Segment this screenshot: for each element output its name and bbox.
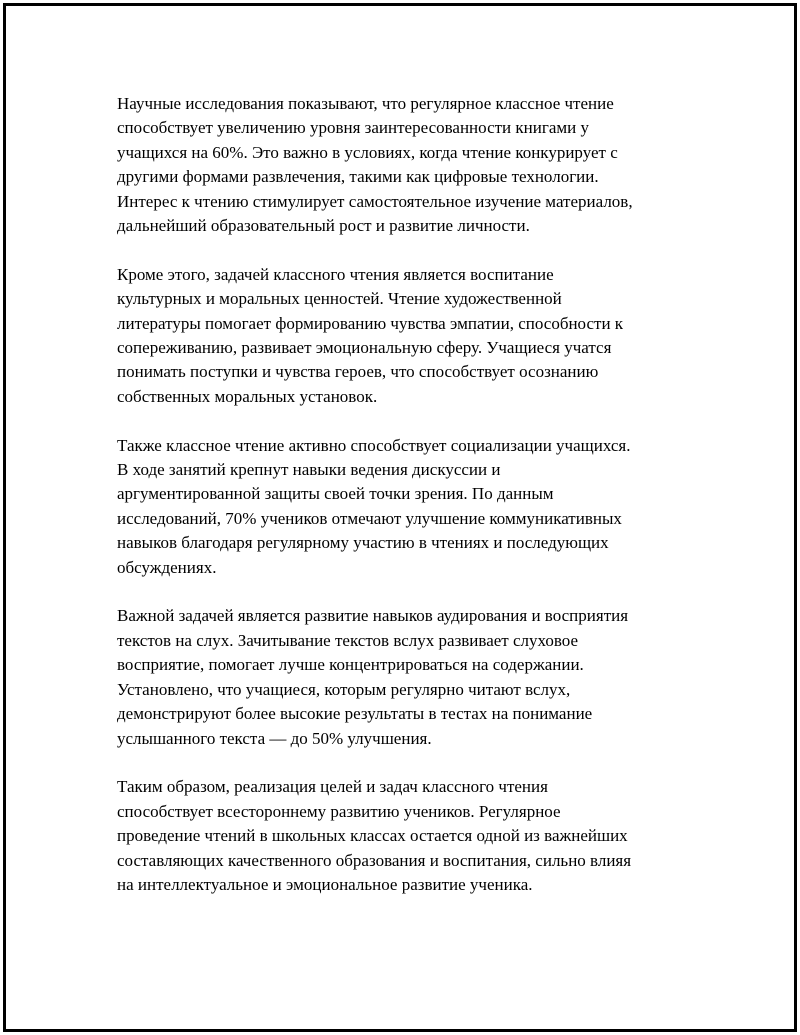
text-line: В ходе занятий крепнут навыки ведения дискуссии и xyxy=(117,460,501,480)
text-line: текстов на слух. Зачитывание текстов вслух развивает слуховое xyxy=(117,630,579,650)
text-line: составляющих качественного образования и воспитания, сильно влияя xyxy=(117,850,632,870)
text-line: Установлено, что учащиеся, которым регулярно читают вслух, xyxy=(117,679,571,699)
text-line: исследований, 70% учеников отмечают улучшение коммуникативных xyxy=(117,508,622,528)
text-line: Важной задачей является развитие навыков аудирования и восприятия xyxy=(117,606,629,626)
text-line: Интерес к чтению стимулирует самостоятельное изучение материалов, xyxy=(117,191,633,211)
text-line: Кроме этого, задачей классного чтения является воспитание xyxy=(117,264,554,284)
text-line: услышанного текста — до 50% улучшения. xyxy=(117,728,432,748)
text-line: Таким образом, реализация целей и задач классного чтения xyxy=(117,777,548,797)
document-body xyxy=(117,92,687,922)
text-line: Научные исследования показывают, что регулярное классное чтение xyxy=(117,94,614,113)
paragraph-5 xyxy=(117,775,687,897)
text-line: культурных и моральных ценностей. Чтение художественной xyxy=(117,289,562,309)
text-line: восприятие, помогает лучше концентрироваться на содержании. xyxy=(117,655,584,675)
text-line: понимать поступки и чувства героев, что способствует осознанию xyxy=(117,362,599,382)
text-line: учащихся на 60%. Это важно в условиях, когда чтение конкурирует с xyxy=(117,142,618,162)
text-line: Также классное чтение активно способствует социализации учащихся. xyxy=(117,435,631,455)
text-line: другими формами развлечения, такими как цифровые технологии. xyxy=(117,167,599,187)
text-line: навыков благодаря регулярному участию в чтениях и последующих xyxy=(117,533,609,553)
text-line: обсуждениях. xyxy=(117,557,217,577)
text-line: способствует всестороннему развитию учеников. Регулярное xyxy=(117,801,561,821)
paragraph-1 xyxy=(117,92,687,238)
paragraph-4 xyxy=(117,604,687,750)
text-line: аргументированной защиты своей точки зрения. По данным xyxy=(117,484,554,504)
text-line: на интеллектуальное и эмоциональное развитие ученика. xyxy=(117,874,533,894)
text-line: демонстрируют более высокие результаты в тестах на понимание xyxy=(117,704,593,724)
text-line: сопереживанию, развивает эмоциональную сферу. Учащиеся учатся xyxy=(117,338,612,358)
text-line: способствует увеличению уровня заинтересованности книгами у xyxy=(117,118,589,138)
paragraph-3 xyxy=(117,434,687,580)
text-line: проведение чтений в школьных классах остается одной из важнейших xyxy=(117,826,628,846)
text-line: собственных моральных установок. xyxy=(117,386,378,406)
text-line: литературы помогает формированию чувства эмпатии, способности к xyxy=(117,313,624,333)
text-line: дальнейший образовательный рост и развитие личности. xyxy=(117,216,530,236)
paragraph-2 xyxy=(117,263,687,409)
